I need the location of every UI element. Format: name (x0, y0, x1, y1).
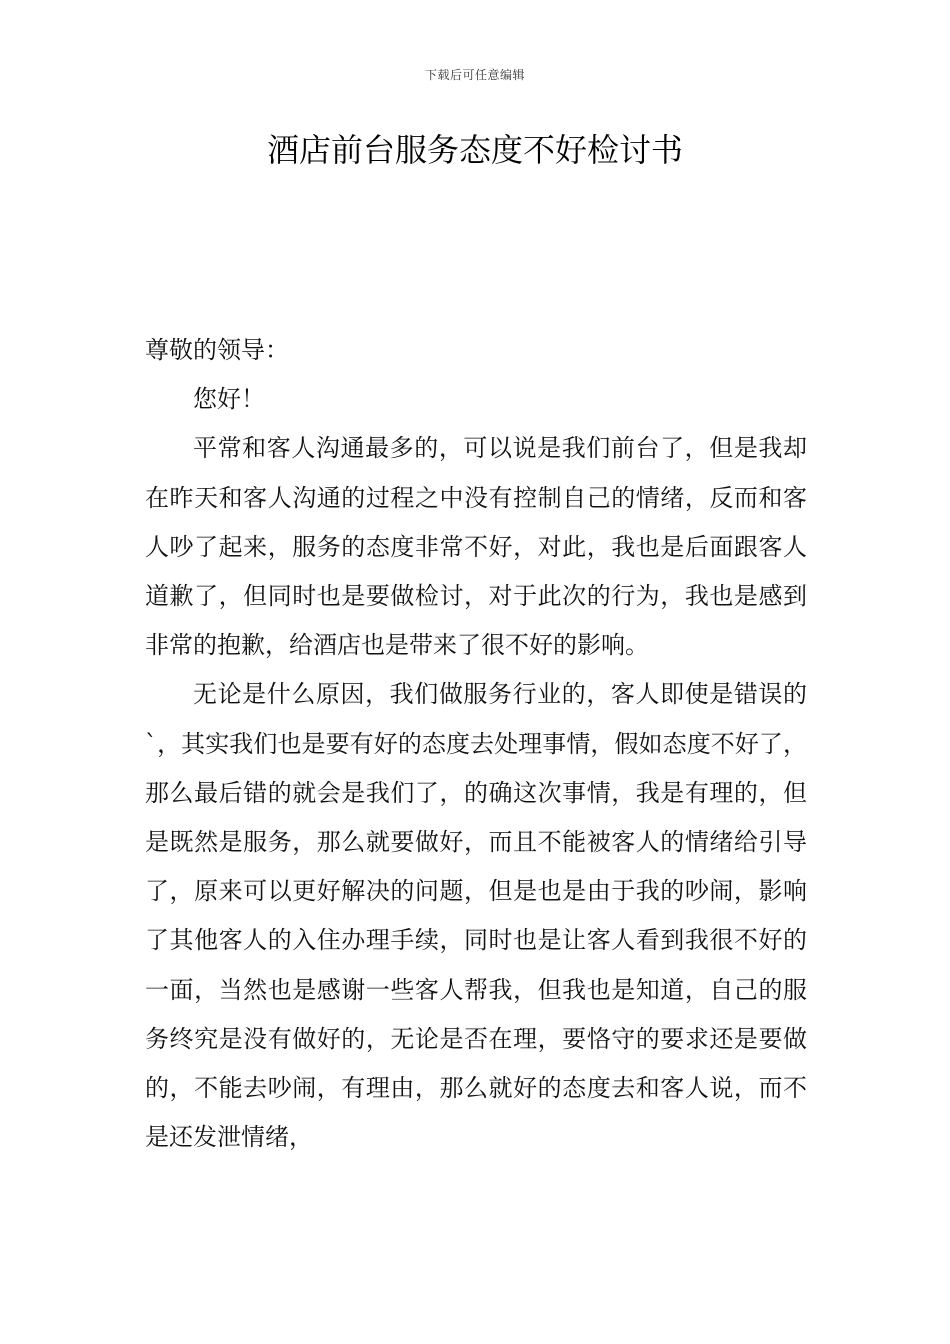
header-note: 下载后可任意编辑 (424, 68, 525, 82)
greeting: 您好！ (193, 385, 265, 414)
paragraph-2: 无论是什么原因，我们做服务行业的，客人即使是错误的`，其实我们也是要有好的态度去处理事情，假如态度不好了，那么最后错的就会是我们了，的确这次事情，我是有理的，但是既然是服务，那么就要做好，而且不能被客人的情绪给引导了，原来可以更好解决的问题，但是也是由于我的吵闹，影响了其他客人的入住办理手续，同时也是让客人看到我很不好的一面，当然也是感谢一些客人帮我，但我也是知道，自己的服务终究是没有做好的，无论是否在理，要恪守的要求还是要做的，不能去吵闹，有理由，那么就好的态度去和客人说，而不是还发泄情绪， (145, 680, 807, 1152)
document-body (145, 326, 807, 1162)
document-title: 酒店前台服务态度不好检讨书 (266, 131, 683, 169)
salutation: 尊敬的领导： (145, 336, 289, 364)
paragraph-1: 平常和客人沟通最多的，可以说是我们前台了，但是我却在昨天和客人沟通的过程之中没有控制自己的情绪，反而和客人吵了起来，服务的态度非常不好，对此，我也是后面跟客人道歉了，但同时也是要做检讨，对于此次的行为，我也是感到非常的抱歉，给酒店也是带来了很不好的影响。 (145, 434, 807, 660)
